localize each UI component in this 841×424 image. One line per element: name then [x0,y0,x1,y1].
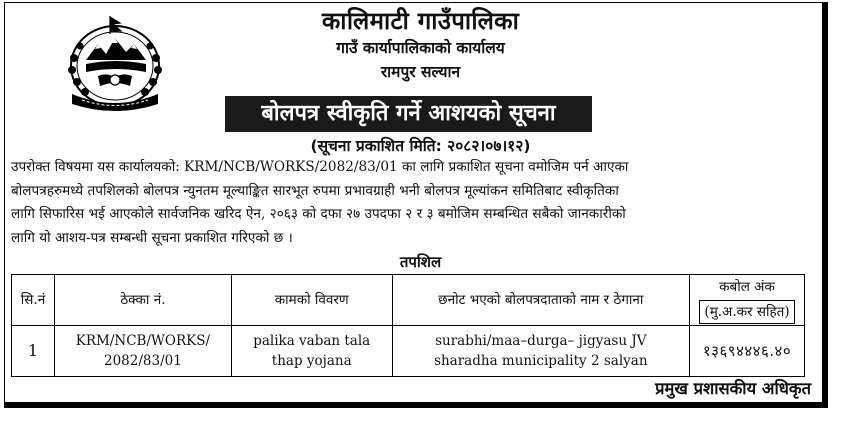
notice-body [11,156,819,250]
office-subtitle: गाउँ कार्यापालिकाको कार्यालय [336,39,505,57]
header-sn: सि.नं [12,275,55,326]
row-sn: 1 [12,326,55,377]
row-contract-no [54,326,231,377]
row-description-line: palika vaban tala [253,333,371,349]
body-line: बोलपत्रहरुमध्ये तपशिलको बोलपत्र न्युनतम मूल्याङ्कित सारभूत रुपमा प्रभावग्राही भनी बोलपत्र मूल्यांकन समितिबाट स्वीकृतिका [11,182,619,199]
bid-details-table [11,274,805,377]
office-name: कालिमाटी गाउँपालिका [321,7,520,35]
row-description-line: thap yojana [271,353,352,369]
header-amount [690,275,805,326]
header-contract-no: ठेक्का नं. [54,275,231,326]
header-bidder: छनोट भएको बोलपत्रदाताको नाम र ठेगाना [392,275,689,326]
publish-date: (सूचना प्रकाशित मिति: २०८२।०७।१२) [310,137,531,155]
table-caption: तपशिल [399,253,442,271]
header-amount-label: कबोल अंक [719,279,775,295]
row-contract-no-line: 2082/83/01 [104,353,182,369]
header-description: कामको विवरण [231,275,392,326]
row-bidder [392,326,689,377]
office-address: रामपुर सल्यान [380,63,461,81]
notice-title: बोलपत्र स्वीकृति गर्ने आशयको सूचना [225,96,592,132]
row-amount: १३६९४४४६.४० [690,326,805,377]
row-bidder-line: sharadha municipality 2 salyan [434,353,648,369]
body-line: उपरोक्त विषयमा यस कार्यालयको: KRM/NCB/WORKS/2082/83/01 का लागि प्रकाशित सूचना वमोजिम पर्न आएका [11,159,629,175]
table-row [12,326,805,377]
row-contract-no-line: KRM/NCB/WORKS/ [75,333,211,349]
body-line: लागि यो आशय-पत्र सम्बन्धी सूचना प्रकाशित गरिएको छ । [11,229,293,246]
row-bidder-line: surabhi/maa–durga– jigyasu JV [435,333,647,349]
row-description [231,326,392,377]
office-header [0,6,841,84]
table-header-row [12,275,805,326]
body-line: लागि सिफारिस भई आएकोले सार्वजनिक खरिद ऐन, २०६३ को दफा २७ उपदफा २ र ३ बमोजिम सम्बन्धित सबैको जानकारीको [11,206,626,223]
header-amount-note: (मु.अ.कर सहित) [699,300,794,324]
signature-title: प्रमुख प्रशासकीय अधिकृत [655,379,811,398]
